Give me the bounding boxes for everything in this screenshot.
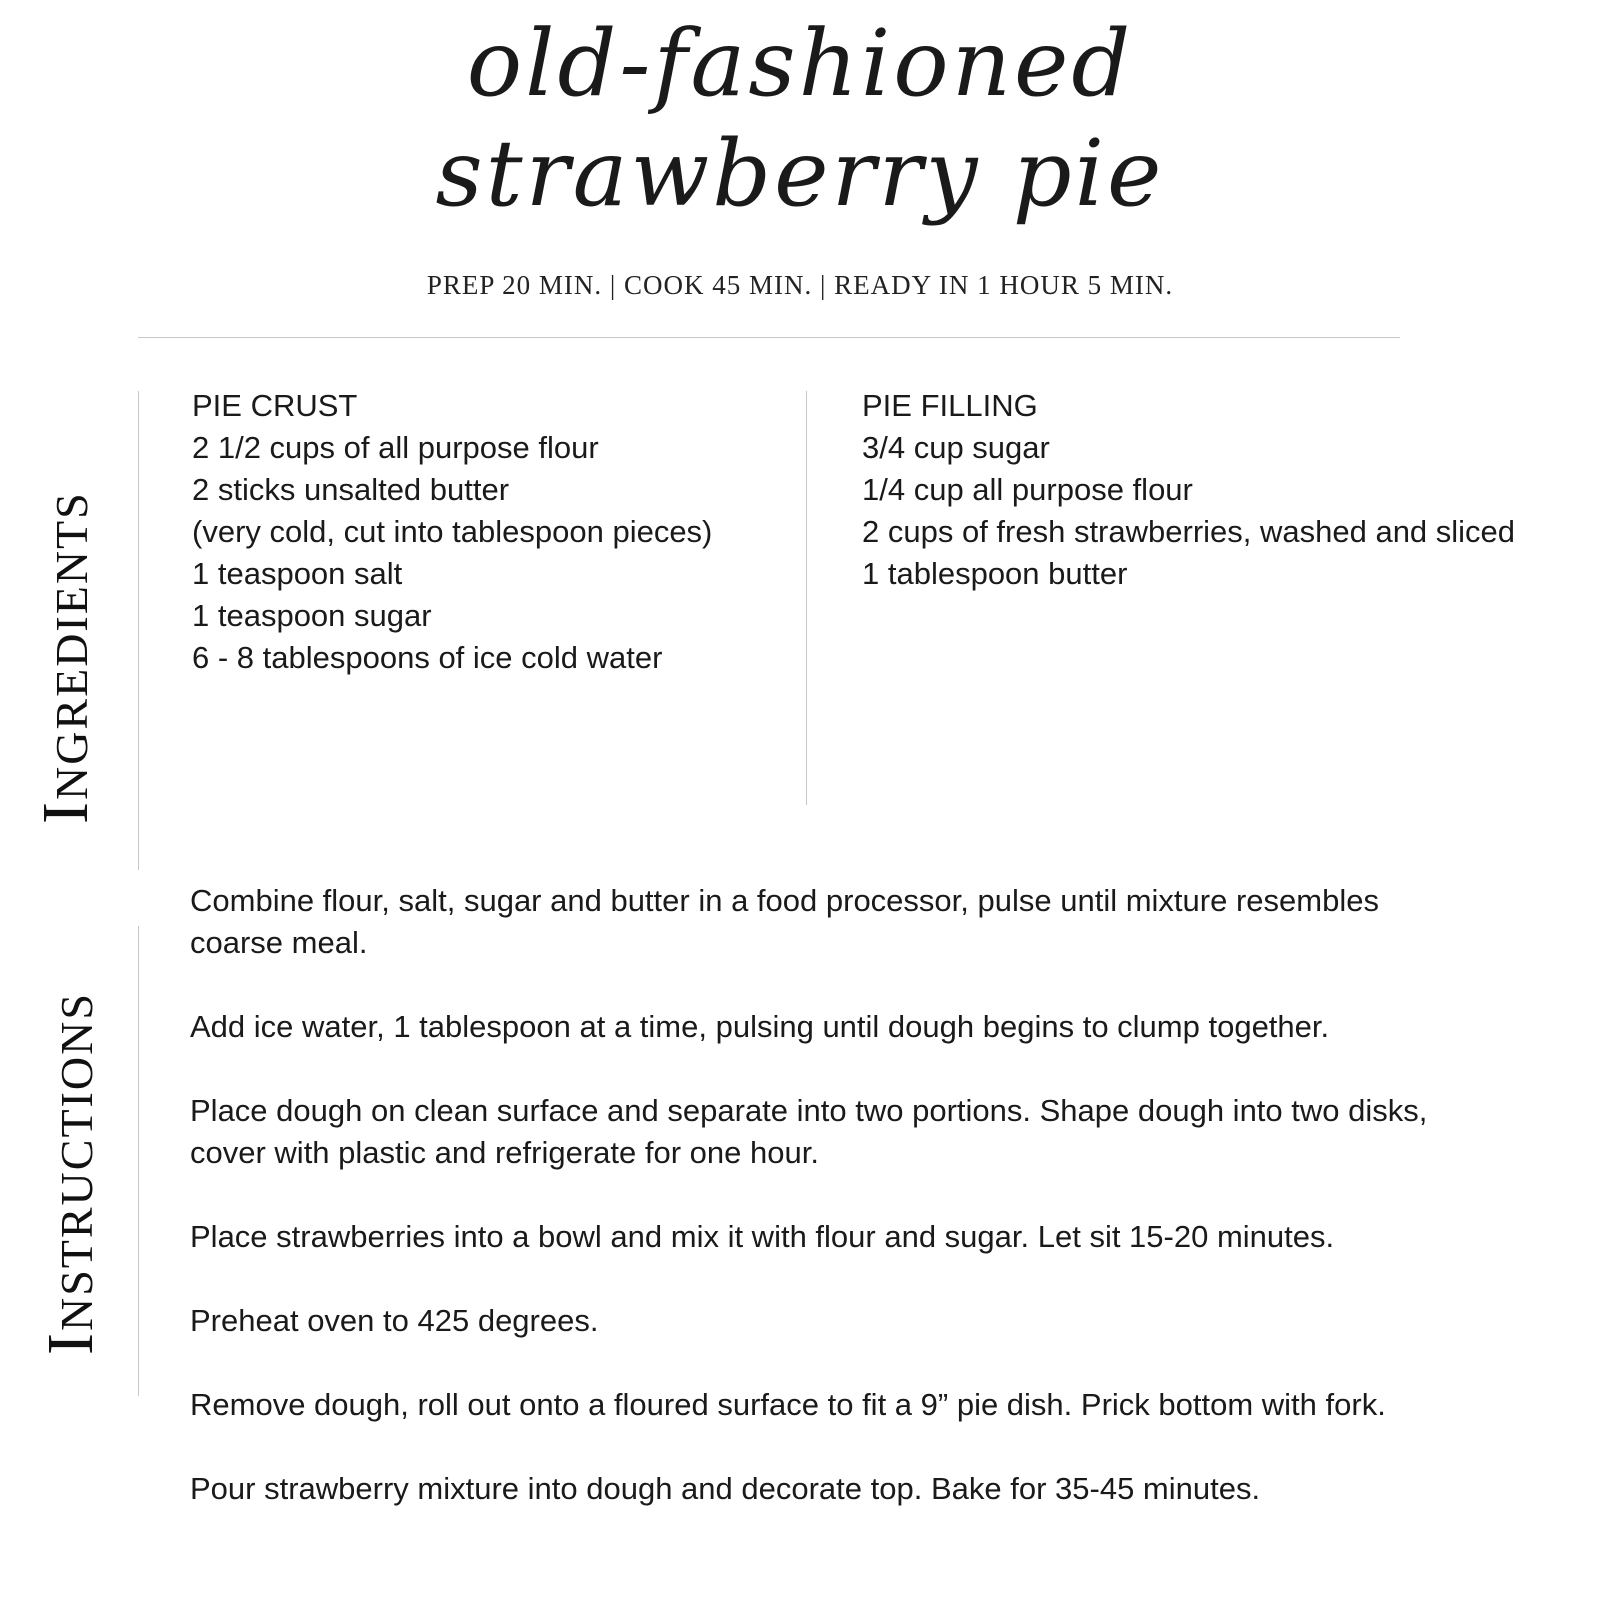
ingredient-item: 2 1/2 cups of all purpose flour (192, 430, 599, 465)
column-divider (806, 391, 807, 805)
pie-crust-heading: PIE CRUST (192, 388, 358, 423)
instruction-step: Remove dough, roll out onto a floured surface to fit a 9” pie dish. Prick bottom with fork. (190, 1387, 1386, 1422)
instructions-section-label: Instructions (34, 992, 107, 1355)
pie-filling-heading: PIE FILLING (862, 388, 1038, 423)
instructions-divider (138, 926, 139, 1396)
ingredient-item: (very cold, cut into tablespoon pieces) (192, 514, 713, 549)
recipe-title-line-1: old-fashioned (466, 10, 1134, 117)
instruction-step: Place strawberries into a bowl and mix it with flour and sugar. Let sit 15-20 minutes. (190, 1219, 1335, 1254)
instruction-step: Combine flour, salt, sugar and butter in a food processor, pulse until mixture resembles coarse meal. (190, 883, 1379, 960)
instruction-step: Place dough on clean surface and separate into two portions. Shape dough into two disks, cover with plastic and refrigerate for one hour. (190, 1093, 1428, 1170)
ingredient-item: 2 cups of fresh strawberries, washed and sliced (862, 514, 1516, 549)
ingredient-item: 6 - 8 tablespoons of ice cold water (192, 640, 663, 675)
ingredient-item: 1 teaspoon salt (192, 556, 403, 591)
instructions-list (190, 880, 1480, 1552)
pie-filling-column (862, 385, 1562, 595)
instruction-step: Pour strawberry mixture into dough and decorate top. Bake for 35-45 minutes. (190, 1471, 1261, 1506)
recipe-timing: PREP 20 MIN. | COOK 45 MIN. | READY IN 1 HOUR 5 MIN. (426, 270, 1174, 300)
instruction-step: Preheat oven to 425 degrees. (190, 1303, 599, 1338)
ingredients-divider (138, 391, 139, 870)
header-divider (138, 337, 1400, 338)
pie-crust-column (192, 385, 792, 679)
instruction-step: Add ice water, 1 tablespoon at a time, pulsing until dough begins to clump together. (190, 1009, 1330, 1044)
ingredient-item: 1 tablespoon butter (862, 556, 1128, 591)
ingredient-item: 3/4 cup sugar (862, 430, 1050, 465)
ingredient-item: 1 teaspoon sugar (192, 598, 432, 633)
ingredient-item: 2 sticks unsalted butter (192, 472, 510, 507)
recipe-title-line-2: strawberry pie (435, 120, 1165, 227)
ingredients-section-label: Ingredients (29, 491, 102, 824)
ingredient-item: 1/4 cup all purpose flour (862, 472, 1193, 507)
